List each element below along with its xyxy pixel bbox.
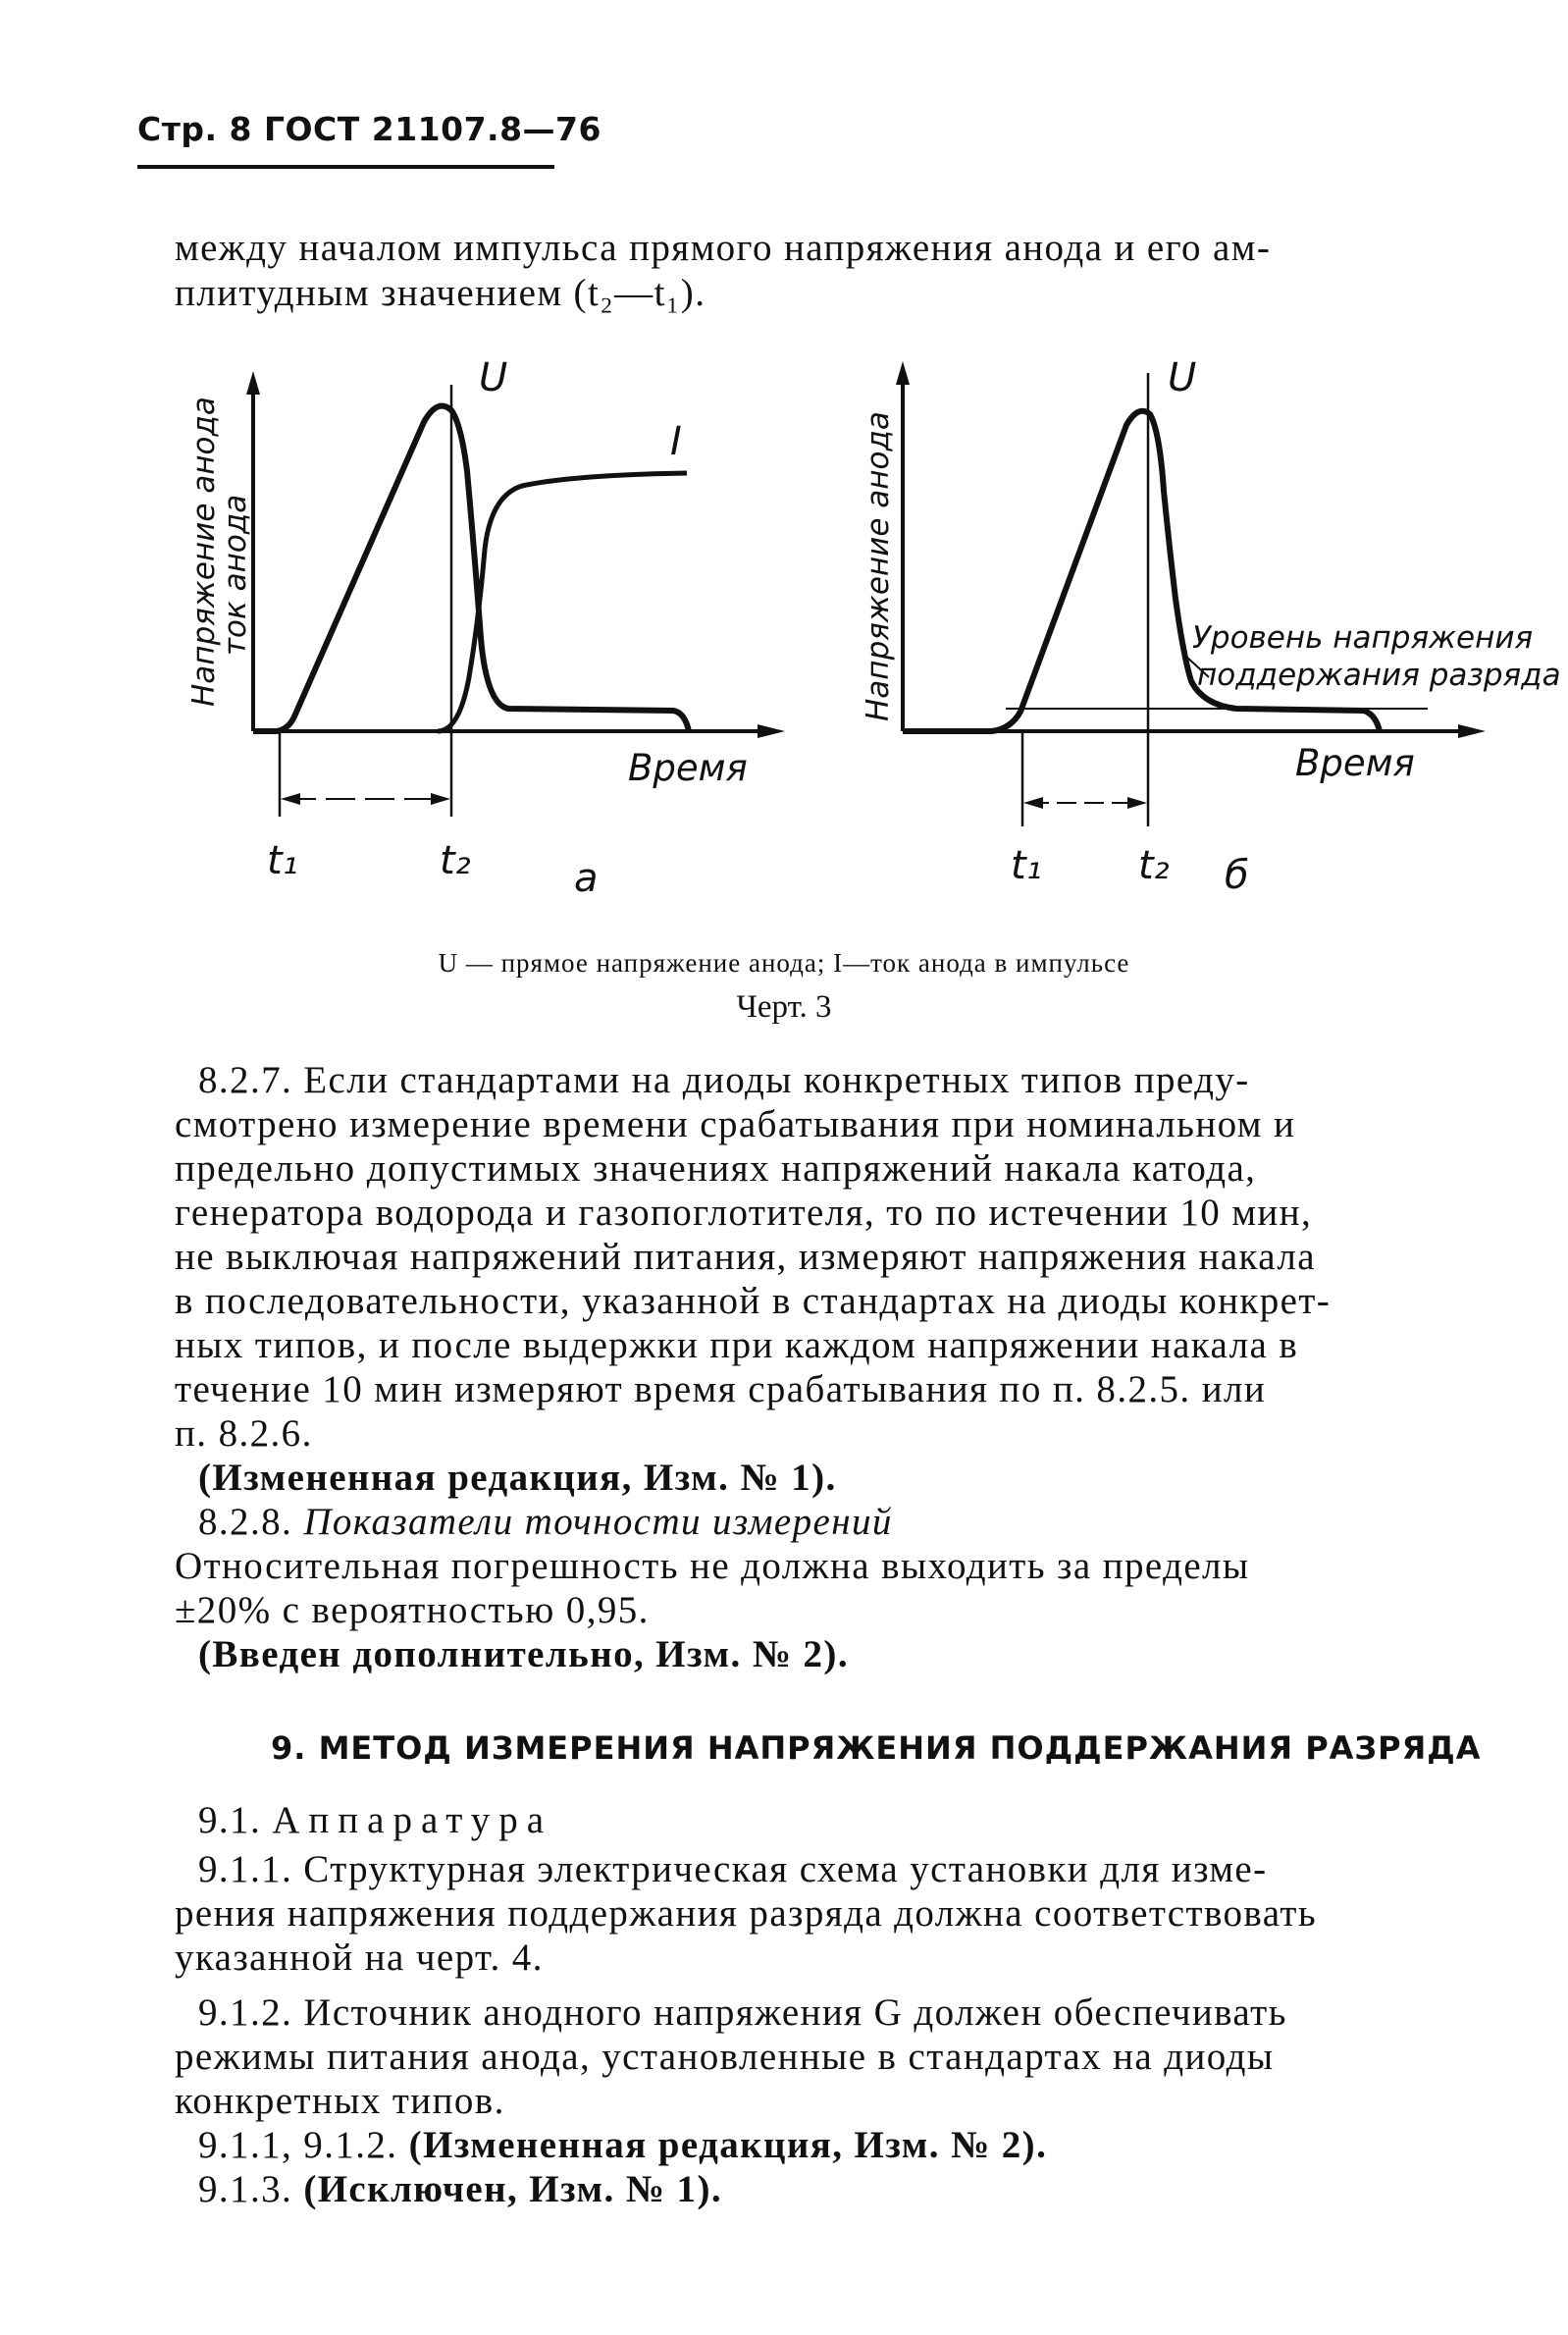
s827-line-2: смотрено измерение времени срабатывания при номинальном и bbox=[175, 1103, 1296, 1145]
panel-a-i-label: I bbox=[670, 419, 682, 464]
s828-title-line bbox=[198, 1500, 893, 1544]
s828-note: (Введен дополнительно, Изм. № 2). bbox=[198, 1633, 849, 1675]
s913-note: (Исключен, Изм. № 1). bbox=[303, 2168, 722, 2210]
s913-number: 9.1.3. bbox=[198, 2168, 304, 2210]
panel-b-level-label-1: Уровень напряжения bbox=[1192, 620, 1534, 656]
s912-note: (Измененная редакция, Изм. № 2). bbox=[408, 2124, 1048, 2166]
panel-a-t1: t₁ bbox=[267, 838, 298, 883]
panel-b-u-label: U bbox=[1168, 355, 1197, 400]
panel-a-xlabel: Время bbox=[628, 747, 748, 789]
panel-b-y-arrow bbox=[896, 361, 910, 385]
panel-b-t1: t₁ bbox=[1011, 843, 1042, 888]
s911-line-2: рения напряжения поддержания разряда должна соответствовать bbox=[175, 1892, 1318, 1935]
s912-line-2: режимы питания анода, установленные в стандартах на диоды bbox=[175, 2036, 1275, 2078]
s828-line-1: Относительная погрешность не должна выходить за пределы bbox=[175, 1545, 1250, 1587]
panel-b-letter: б bbox=[1225, 853, 1249, 898]
s91-title: Аппаратура bbox=[272, 1799, 553, 1841]
panel-b-ylabel: Напряжение анода bbox=[861, 411, 896, 721]
panel-a-i-curve bbox=[438, 473, 687, 731]
panel-b-interval-arrow-left bbox=[1023, 797, 1043, 809]
s912-note-line bbox=[198, 2123, 1047, 2167]
intro-line-2: плитудным значением (t₂—t₁). bbox=[175, 272, 706, 314]
panel-a-t2: t₂ bbox=[440, 838, 471, 883]
panel-a-y-arrow bbox=[246, 371, 260, 395]
s912-line-3: конкретных типов. bbox=[175, 2080, 505, 2122]
panel-a-ylabel-1: Напряжение анода bbox=[186, 397, 222, 707]
s827-line-8: течение 10 мин измеряют время срабатывания по п. 8.2.5. или bbox=[175, 1368, 1267, 1410]
s911-line-1: 9.1.1. Структурная электрическая схема установки для изме- bbox=[198, 1848, 1268, 1890]
panel-b-xlabel: Время bbox=[1295, 742, 1415, 784]
figure-3 bbox=[0, 0, 1568, 932]
s827-note: (Измененная редакция, Изм. № 1). bbox=[198, 1457, 837, 1499]
figure-number: Черт. 3 bbox=[736, 989, 832, 1025]
panel-b-interval-arrow-right bbox=[1127, 797, 1147, 809]
section-9-heading: 9. МЕТОД ИЗМЕРЕНИЯ НАПРЯЖЕНИЯ ПОДДЕРЖАНИЯ РАЗРЯДА bbox=[271, 1729, 1482, 1767]
panel-a-ylabel-2: ток анода bbox=[218, 494, 253, 656]
panel-a-letter: а bbox=[574, 856, 599, 901]
s827-line-9: п. 8.2.6. bbox=[175, 1412, 313, 1455]
panel-a-u-label: U bbox=[479, 355, 508, 400]
panel-b-x-arrow bbox=[1458, 724, 1486, 738]
panel-a-interval-arrow-right bbox=[431, 793, 450, 805]
page-header: Стр. 8 ГОСТ 21107.8—76 bbox=[137, 110, 601, 148]
s912-note-number: 9.1.1, 9.1.2. bbox=[198, 2124, 409, 2166]
s912-line-1: 9.1.2. Источник анодного напряжения G должен обеспечивать bbox=[198, 1991, 1287, 2034]
s828-title: Показатели точности измерений bbox=[303, 1501, 893, 1543]
s828-number: 8.2.8. bbox=[198, 1501, 304, 1543]
panel-a-interval-arrow-left bbox=[281, 793, 300, 805]
s91-number: 9.1. bbox=[198, 1799, 273, 1841]
s913-line bbox=[198, 2167, 722, 2211]
s827-line-3: предельно допустимых значениях напряжений накала катода, bbox=[175, 1147, 1257, 1190]
panel-a-x-arrow bbox=[758, 724, 785, 738]
panel-a-u-curve bbox=[253, 406, 689, 731]
intro-line-1: между началом импульса прямого напряжения анода и его ам- bbox=[175, 227, 1272, 269]
s911-line-3: указанной на черт. 4. bbox=[175, 1937, 544, 1979]
s91-line bbox=[198, 1798, 552, 1842]
s827-line-4: генератора водорода и газопоглотителя, то по истечении 10 мин, bbox=[175, 1192, 1313, 1234]
figure-caption: U — прямое напряжение анода; I—ток анода в импульсе bbox=[438, 948, 1130, 978]
s827-line-5: не выключая напряжений питания, измеряют напряжения накала bbox=[175, 1236, 1316, 1278]
s828-line-2: ±20% с вероятностью 0,95. bbox=[175, 1589, 650, 1631]
s827-line-6: в последовательности, указанной в стандартах на диоды конкрет- bbox=[175, 1280, 1332, 1322]
panel-b-level-label-2: поддержания разряда bbox=[1197, 658, 1561, 693]
s827-line-7: ных типов, и после выдержки при каждом напряжении накала в bbox=[175, 1324, 1299, 1366]
panel-b-t2: t₂ bbox=[1138, 843, 1170, 888]
s827-line-1: 8.2.7. Если стандартами на диоды конкретных типов преду- bbox=[198, 1059, 1250, 1101]
